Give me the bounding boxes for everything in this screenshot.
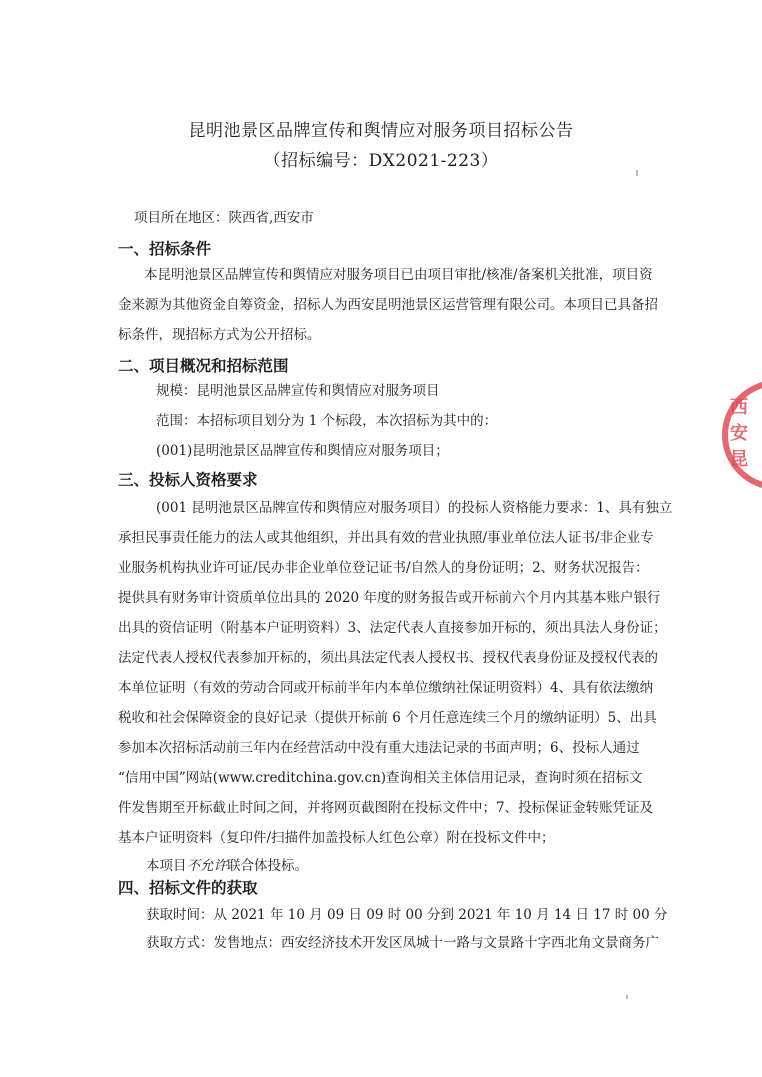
seal-char: 安 xyxy=(730,423,748,444)
section-3-line: 税收和社会保障资金的良好记录（提供开标前 6 个月任意连续三个月的缴纳证明）5、出具 xyxy=(118,710,657,726)
scan-speck xyxy=(626,995,628,999)
section-4-heading: 四、招标文件的获取 xyxy=(118,879,258,897)
scan-speck xyxy=(636,170,638,176)
section-1-heading: 一、招标条件 xyxy=(118,240,212,258)
section-3-line: 参加本次招标活动前三年内在经营活动中没有重大违法记录的书面声明；6、投标人通过 xyxy=(118,740,640,756)
section-3-line: 承担民事责任能力的法人或其他组织，并出具有效的营业执照/事业单位法人证书/非企业专 xyxy=(118,530,654,546)
section-3-line: 业服务机构执业许可证/民办非企业单位登记证书/自然人的身份证明；2、财务状况报告： xyxy=(118,560,649,576)
consortium-note-prefix: 本项目 xyxy=(146,858,187,874)
section-1-line: 本昆明池景区品牌宣传和舆情应对服务项目已由项目审批/核准/备案机关批准，项目资 xyxy=(144,267,653,283)
section-4-line: 获取方式：发售地点：西安经济技术开发区凤城十一路与文景路十字西北角文景商务广 xyxy=(146,935,659,951)
section-3-line: 法定代表人授权代表参加开标的，须出具法定代表人授权书、授权代表身份证及授权代表的 xyxy=(118,650,658,666)
section-3-line: “信用中国”网站(www.creditchina.gov.cn)查询相关主体信用记录，查询时须在招标文 xyxy=(118,770,643,786)
section-3-line: 出具的资信证明（附基本户证明资料）3、法定代表人直接参加开标的，须出具法人身份证； xyxy=(118,620,667,636)
consortium-note-suffix: 联合体投标。 xyxy=(227,858,308,874)
bid-number: （招标编号：DX2021-223） xyxy=(263,151,499,171)
seal-char: 昆 xyxy=(730,449,748,470)
section-1-line: 标条件，现招标方式为公开招标。 xyxy=(118,327,321,343)
section-3-line: 本单位证明（有效的劳动合同或开标前半年内本单位缴纳社保证明资料）4、具有依法缴纳 xyxy=(118,680,654,696)
section-3-line: 件发售期至开标截止时间之间，并将网页截图附在投标文件中；7、投标保证金转账凭证及 xyxy=(118,800,654,816)
section-3-heading: 三、投标人资格要求 xyxy=(118,471,258,489)
section-2-line: 规模：昆明池景区品牌宣传和舆情应对服务项目 xyxy=(156,383,440,399)
section-2-heading: 二、项目概况和招标范围 xyxy=(118,357,289,375)
section-1-line: 金来源为其他资金自筹资金，招标人为西安昆明池景区运营管理有限公司。本项目已具备招 xyxy=(118,297,658,313)
section-4-line: 获取时间：从 2021 年 10 月 09 日 09 时 00 分到 2021 年 10 月 14 日 17 时 00 分 xyxy=(146,907,668,923)
document-title: 昆明池景区品牌宣传和舆情应对服务项目招标公告 xyxy=(188,121,574,141)
section-3-line: (001 昆明池景区品牌宣传和舆情应对服务项目）的投标人资格能力要求：1、具有独立 xyxy=(156,500,673,516)
seal-lettering xyxy=(730,395,762,473)
seal-char: 西 xyxy=(730,397,748,418)
section-2-line: 范围：本招标项目划分为 1 个标段，本次招标为其中的： xyxy=(156,413,498,429)
consortium-note xyxy=(146,857,308,875)
project-location: 项目所在地区：陕西省,西安市 xyxy=(134,210,314,226)
consortium-note-italic: 不允许 xyxy=(186,858,227,874)
section-2-line: (001)昆明池景区品牌宣传和舆情应对服务项目； xyxy=(156,443,449,459)
section-3-line: 基本户证明资料（复印件/扫描件加盖投标人红色公章）附在投标文件中； xyxy=(118,830,555,846)
section-3-line: 提供具有财务审计资质单位出具的 2020 年度的财务报告或开标前六个月内其基本账户银行 xyxy=(118,590,661,606)
